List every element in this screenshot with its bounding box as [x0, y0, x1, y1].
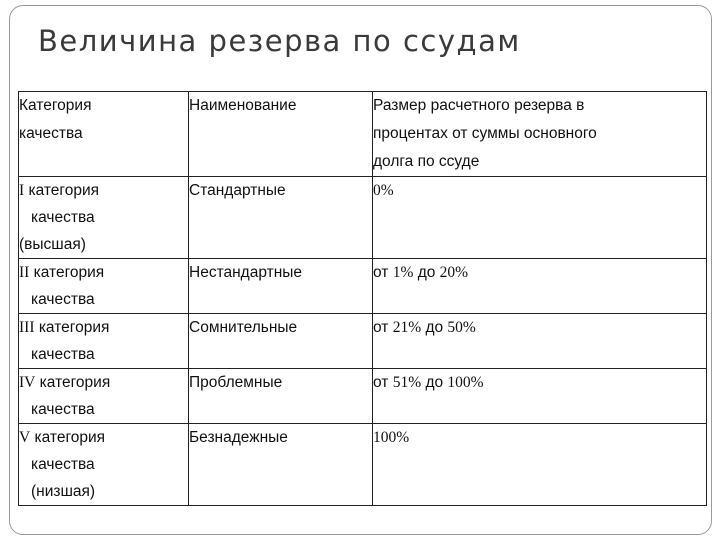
category-note: (высшая) — [19, 236, 86, 253]
percent-low: 1% — [392, 264, 414, 281]
header-reserve-line2: процентах от суммы основного — [373, 125, 597, 142]
category-roman: II — [19, 264, 30, 281]
category-quality: качества — [31, 209, 95, 226]
name-cell — [189, 259, 373, 314]
percent-from: от — [373, 264, 389, 281]
name-text: Сомнительные — [189, 319, 298, 336]
header-reserve — [373, 92, 707, 177]
table-row — [19, 314, 707, 369]
category-roman: I — [19, 182, 25, 199]
name-cell — [189, 424, 373, 506]
percent-to: до — [425, 319, 444, 336]
category-word: категория — [28, 182, 100, 199]
header-category — [19, 92, 189, 177]
name-text: Безнадежные — [189, 429, 288, 446]
category-note: (низшая) — [31, 483, 96, 500]
header-name — [189, 92, 373, 177]
name-text: Проблемные — [189, 374, 283, 391]
percent-value: 100% — [373, 429, 410, 446]
category-roman: V — [19, 429, 31, 446]
percent-from: от — [373, 319, 389, 336]
header-reserve-line3: долга по ссуде — [373, 153, 480, 170]
percent-cell — [373, 177, 707, 259]
name-text: Стандартные — [189, 182, 286, 199]
percent-from: от — [373, 374, 389, 391]
percent-low: 51% — [392, 374, 422, 391]
percent-cell — [373, 369, 707, 424]
category-word: категория — [34, 429, 106, 446]
name-cell — [189, 314, 373, 369]
category-word: категория — [38, 319, 110, 336]
category-quality: качества — [31, 456, 95, 473]
category-word: категория — [39, 374, 111, 391]
percent-cell — [373, 424, 707, 506]
percent-high: 20% — [439, 264, 469, 281]
table-row — [19, 424, 707, 506]
category-quality: качества — [31, 346, 95, 363]
slide-title: Величина резерва по ссудам — [38, 24, 521, 58]
category-roman: III — [19, 319, 35, 336]
category-roman: IV — [19, 374, 36, 391]
header-reserve-line1: Размер расчетного резерва в — [373, 97, 585, 114]
category-cell — [19, 177, 189, 259]
name-text: Нестандартные — [189, 264, 303, 281]
percent-high: 100% — [447, 374, 484, 391]
header-category-line2: качества — [19, 125, 83, 142]
percent-to: до — [417, 264, 436, 281]
percent-to: до — [425, 374, 444, 391]
category-cell — [19, 424, 189, 506]
table-row — [19, 177, 707, 259]
table-header-row — [19, 92, 707, 177]
percent-cell — [373, 314, 707, 369]
category-cell — [19, 259, 189, 314]
header-category-line1: Категория — [19, 97, 92, 114]
table-row — [19, 369, 707, 424]
percent-high: 50% — [447, 319, 476, 336]
percent-value: 0% — [373, 182, 394, 199]
percent-cell — [373, 259, 707, 314]
percent-low: 21% — [392, 319, 422, 336]
category-quality: качества — [31, 291, 95, 308]
category-cell — [19, 369, 189, 424]
name-cell — [189, 369, 373, 424]
name-cell — [189, 177, 373, 259]
header-name-text: Наименование — [189, 97, 297, 114]
reserve-table — [18, 91, 707, 506]
category-quality: качества — [31, 401, 95, 418]
table-row — [19, 259, 707, 314]
category-word: категория — [33, 264, 105, 281]
category-cell — [19, 314, 189, 369]
